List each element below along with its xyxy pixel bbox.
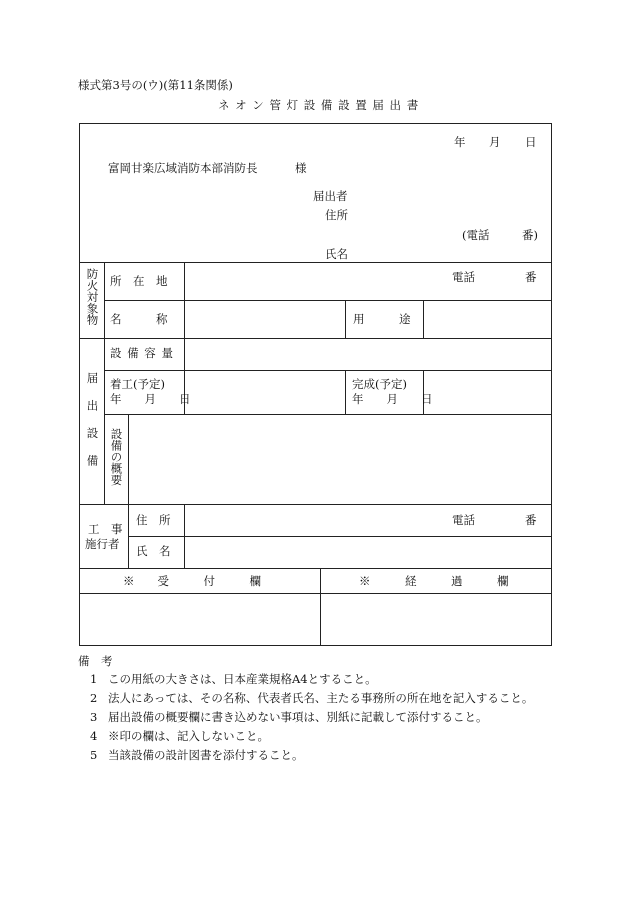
divider	[184, 504, 185, 568]
contractor-phone-label: 電話	[452, 513, 475, 527]
date-day: 日	[525, 135, 537, 149]
reception-cell-label: ※ 受 付 欄	[123, 574, 261, 588]
remark-text: ※印の欄は、記入しないこと。	[108, 729, 269, 743]
remark-number: 2	[90, 691, 98, 705]
contractor-address-label: 住 所	[136, 513, 171, 527]
remark-number: 5	[90, 748, 98, 762]
divider	[104, 262, 105, 504]
applicant-phone-label: (電話	[462, 228, 490, 242]
remark-text: この用紙の大きさは、日本産業規格A4とすること。	[108, 672, 377, 686]
contractor-name-label: 氏 名	[136, 544, 171, 558]
divider	[79, 593, 552, 594]
remarks-heading: 備 考	[78, 654, 113, 668]
divider	[128, 414, 129, 504]
recipient: 富岡甘楽広域消防本部消防長	[108, 161, 258, 175]
divider	[104, 370, 552, 371]
applicant-address-label: 住所	[325, 208, 348, 222]
divider	[423, 300, 424, 338]
contractor-label-line1: 工 事	[88, 522, 123, 536]
divider	[345, 370, 346, 414]
divider	[128, 504, 129, 568]
applicant-label: 届出者	[313, 189, 348, 203]
equipment-start-date: 年 月 日	[110, 392, 191, 406]
remark-number: 4	[90, 729, 98, 743]
remark-text: 法人にあっては、その名称、代表者氏名、主たる事務所の所在地を記入すること。	[108, 691, 534, 705]
remark-number: 3	[90, 710, 98, 724]
target-phone-suffix: 番	[525, 270, 537, 284]
remark-text: 当該設備の設計図書を添付すること。	[108, 748, 304, 762]
form-title: ネ オ ン 管 灯 設 備 設 置 届 出 書	[218, 98, 420, 112]
remark-number: 1	[90, 672, 98, 686]
date-year: 年	[454, 135, 466, 149]
target-usage-label: 用 途	[353, 312, 411, 326]
divider	[79, 338, 552, 339]
divider	[345, 300, 346, 338]
equipment-start-label: 着工(予定)	[110, 377, 165, 391]
contractor-label-line2: 施行者	[85, 537, 120, 551]
divider	[320, 568, 321, 646]
equipment-capacity-label: 設 備 容 量	[110, 346, 174, 360]
divider	[128, 536, 552, 537]
target-phone-label: 電話	[452, 270, 475, 284]
divider	[79, 568, 552, 569]
applicant-phone-suffix: 番)	[522, 228, 538, 242]
equipment-complete-label: 完成(予定)	[352, 377, 407, 391]
progress-cell-label: ※ 経 過 欄	[359, 574, 509, 588]
target-location-label: 所 在 地	[110, 274, 168, 288]
recipient-honorific: 様	[295, 161, 307, 175]
target-name-label: 名 称	[110, 312, 168, 326]
applicant-name-label: 氏名	[325, 247, 348, 261]
equipment-section-label: 届出設備	[85, 372, 100, 482]
divider	[104, 300, 552, 301]
equipment-overview-label: 設備の概要	[109, 428, 124, 486]
form-number: 様式第3号の(ウ)(第11条関係)	[78, 78, 233, 92]
target-section-label: 防火対象物	[85, 268, 100, 326]
divider	[79, 262, 552, 263]
divider	[104, 414, 552, 415]
equipment-complete-date: 年 月 日	[352, 392, 433, 406]
date-month: 月	[489, 135, 501, 149]
remark-text: 届出設備の概要欄に書き込めない事項は、別紙に記載して添付すること。	[108, 710, 488, 724]
contractor-phone-suffix: 番	[525, 513, 537, 527]
divider	[79, 504, 552, 505]
